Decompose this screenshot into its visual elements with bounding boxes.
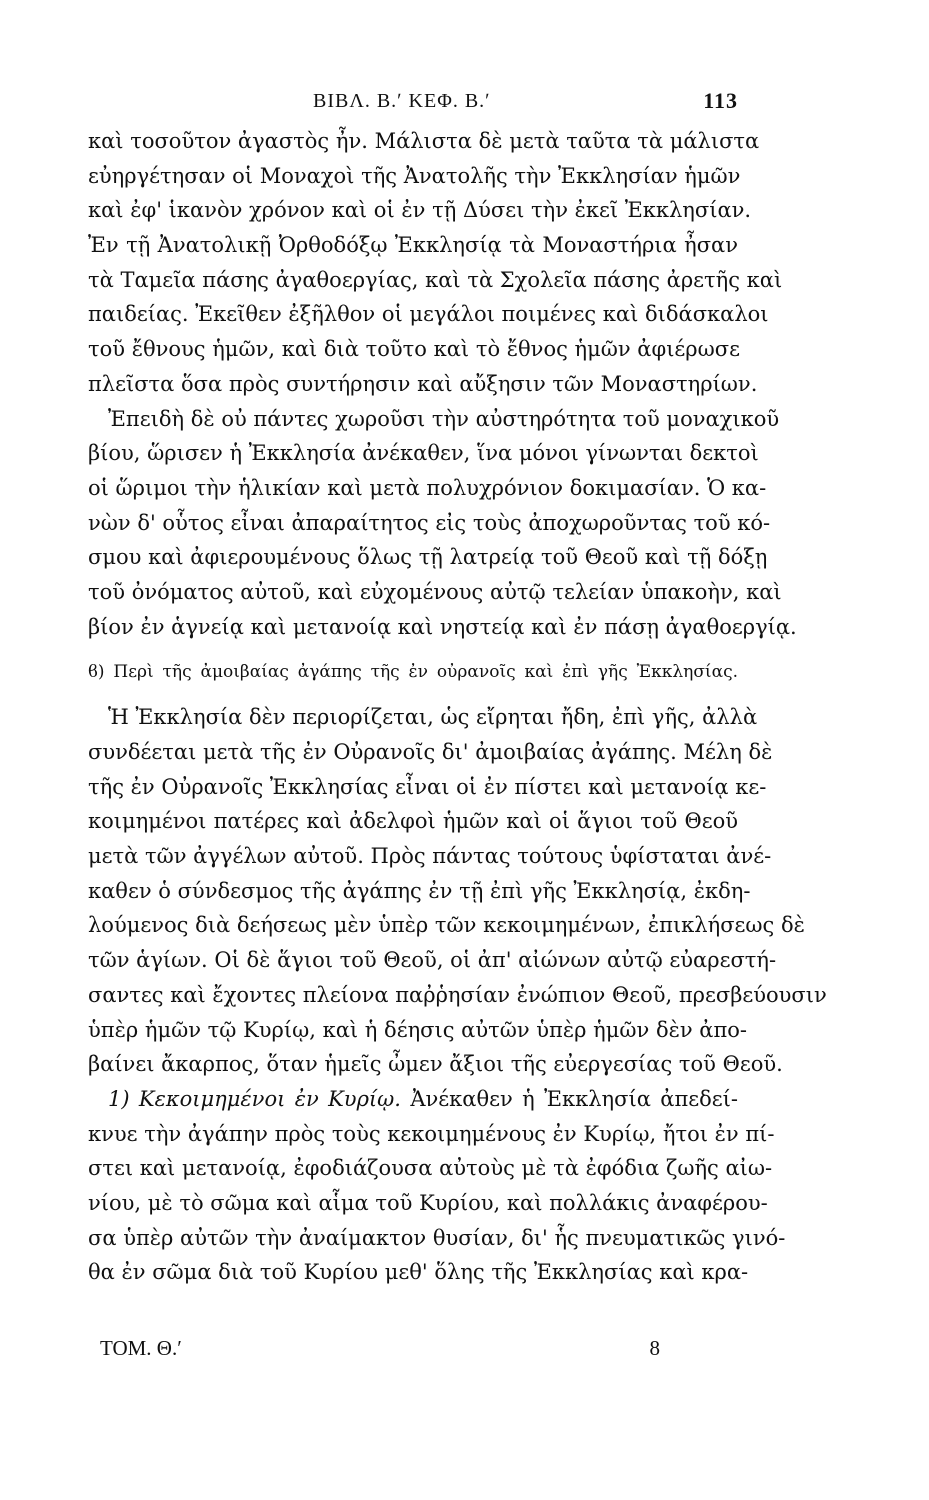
text-line: παιδείας. Ἐκεῖθεν ἐξῆλθον οἱ μεγάλοι ποιμένες καὶ διδάσκαλοι <box>88 302 769 327</box>
paragraph-1 <box>88 124 783 402</box>
text-line: βίου, ὥρισεν ἡ Ἐκκλησία ἀνέκαθεν, ἵνα μόνοι γίνωνται δεκτοὶ <box>88 441 759 466</box>
text-line: οἱ ὥριμοι τὴν ἡλικίαν καὶ μετὰ πολυχρόνιον δοκιμασίαν. Ὁ κα- <box>88 475 767 500</box>
subsection-heading: 1) Κεκοιμημένοι ἐν Κυρίῳ. <box>108 1086 401 1111</box>
running-title: ΒΙΒΛ. Β.ʹ ΚΕΦ. Β.ʹ <box>313 90 491 112</box>
body-text <box>88 124 827 1290</box>
text-line: πλεῖστα ὅσα πρὸς συντήρησιν καὶ αὔξησιν τῶν Μοναστηρίων. <box>88 371 758 396</box>
text-line: κνυε τὴν ἀγάπην πρὸς τοὺς κεκοιμημένους ἐν Κυρίῳ, ἤτοι ἐν πί- <box>88 1121 775 1146</box>
page-number: 113 <box>703 88 738 113</box>
text-line: σμου καὶ ἀφιερουμένους ὅλως τῇ λατρείᾳ τοῦ Θεοῦ καὶ τῇ δόξῃ <box>88 545 768 570</box>
text-line: τῆς ἐν Οὐρανοῖς Ἐκκλησίας εἶναι οἱ ἐν πίστει καὶ μετανοίᾳ κε- <box>88 774 767 799</box>
volume-signature: ΤΟΜ. Θ.ʹ <box>100 1336 182 1360</box>
text-line: τοῦ ἔθνους ἡμῶν, καὶ διὰ τοῦτο καὶ τὸ ἔθνος ἡμῶν ἀφιέρωσε <box>88 337 740 362</box>
text-line: τὰ Ταμεῖα πάσης ἀγαθοεργίας, καὶ τὰ Σχολεῖα πάσης ἀρετῆς καὶ <box>88 267 783 292</box>
text-line: στει καὶ μετανοίᾳ, ἐφοδιάζουσα αὐτοὺς μὲ τὰ ἐφόδια ζωῆς αἰω- <box>88 1156 773 1181</box>
text-line: βαίνει ἄκαρπος, ὅταν ἡμεῖς ὦμεν ἄξιοι τῆς εὐεργεσίας τοῦ Θεοῦ. <box>88 1052 783 1077</box>
gathering-signature: 8 <box>649 1336 660 1360</box>
text-line: μετὰ τῶν ἀγγέλων αὐτοῦ. Πρὸς πάντας τούτους ὑφίσταται ἀνέ- <box>88 844 772 869</box>
text-line: κοιμημένοι πατέρες καὶ ἀδελφοὶ ἡμῶν καὶ οἱ ἅγιοι τοῦ Θεοῦ <box>88 809 738 834</box>
text-line: εὐηργέτησαν οἱ Μοναχοὶ τῆς Ἀνατολῆς τὴν Ἐκκλησίαν ἡμῶν <box>88 163 741 188</box>
text-line: Ἡ Ἐκκλησία δὲν περιορίζεται, ὡς εἴρηται ἤδη, ἐπὶ γῆς, ἀλλὰ <box>108 705 758 730</box>
text-line: ὑπὲρ ἡμῶν τῷ Κυρίῳ, καὶ ἡ δέησις αὐτῶν ὑπὲρ ἡμῶν δὲν ἀπο- <box>88 1017 748 1042</box>
text-line: καὶ τοσοῦτον ἀγαστὸς ἦν. Μάλιστα δὲ μετὰ ταῦτα τὰ μάλιστα <box>88 129 760 153</box>
running-head <box>88 88 738 120</box>
text-fragment: Ἀνέκαθεν ἡ Ἐκκλησία ἀπεδεί- <box>410 1086 738 1111</box>
text-line: λούμενος διὰ δεήσεως μὲν ὑπὲρ τῶν κεκοιμημένων, ἐπικλήσεως δὲ <box>88 913 805 938</box>
text-line: καὶ ἐφ' ἱκανὸν χρόνον καὶ οἱ ἐν τῇ Δύσει τὴν ἐκεῖ Ἐκκλησίαν. <box>88 198 752 223</box>
text-line: σα ὑπὲρ αὐτῶν τὴν ἀναίμακτον θυσίαν, δι' ἧς πνευματικῶς γινό- <box>88 1225 786 1250</box>
page-footer <box>100 1336 660 1370</box>
text-line: τοῦ ὀνόματος αὐτοῦ, καὶ εὐχομένους αὐτῷ τελείαν ὑπακοὴν, καὶ <box>88 579 782 604</box>
text-line: νὼν δ' οὗτος εἶναι ἀπαραίτητος εἰς τοὺς ἀποχωροῦντας τοῦ κό- <box>88 510 771 535</box>
text-line: θα ἐν σῶμα διὰ τοῦ Κυρίου μεθ' ὅλης τῆς Ἐκκλησίας καὶ κρα- <box>88 1260 749 1285</box>
paragraph-4 <box>88 1082 786 1290</box>
text-line: βίον ἐν ἁγνείᾳ καὶ μετανοίᾳ καὶ νηστείᾳ καὶ ἐν πάσῃ ἀγαθοεργίᾳ. <box>88 614 797 639</box>
text-line: Ἐν τῇ Ἀνατολικῇ Ὀρθοδόξῳ Ἐκκλησίᾳ τὰ Μοναστήρια ἦσαν <box>88 233 738 258</box>
text-line: συνδέεται μετὰ τῆς ἐν Οὐρανοῖς δι' ἀμοιβαίας ἀγάπης. Μέλη δὲ <box>88 740 773 764</box>
text-line: σαντες καὶ ἔχοντες πλείονα παῤῥησίαν ἐνώπιον Θεοῦ, πρεσβεύουσιν <box>88 982 827 1007</box>
text-line: καθεν ὁ σύνδεσμος τῆς ἀγάπης ἐν τῇ ἐπὶ γῆς Ἐκκλησίᾳ, ἐκδη- <box>88 878 751 903</box>
text-line-first <box>88 1082 738 1117</box>
paragraph-2 <box>88 402 797 645</box>
text-line: νίου, μὲ τὸ σῶμα καὶ αἷμα τοῦ Κυρίου, καὶ πολλάκις ἀναφέρου- <box>88 1190 768 1215</box>
text-line: Ἐπειδὴ δὲ οὐ πάντες χωροῦσι τὴν αὐστηρότητα τοῦ μοναχικοῦ <box>108 406 780 431</box>
text-line: τῶν ἁγίων. Οἱ δὲ ἅγιοι τοῦ Θεοῦ, οἱ ἀπ' αἰώνων αὐτῷ εὐαρεστή- <box>88 948 777 973</box>
paragraph-3 <box>88 700 827 1082</box>
section-heading: ϐ) Περὶ τῆς ἀμοιβαίας ἀγάπης τῆς ἐν οὐρανοῖς καὶ ἐπὶ γῆς Ἐκκλησίας. <box>88 662 738 683</box>
